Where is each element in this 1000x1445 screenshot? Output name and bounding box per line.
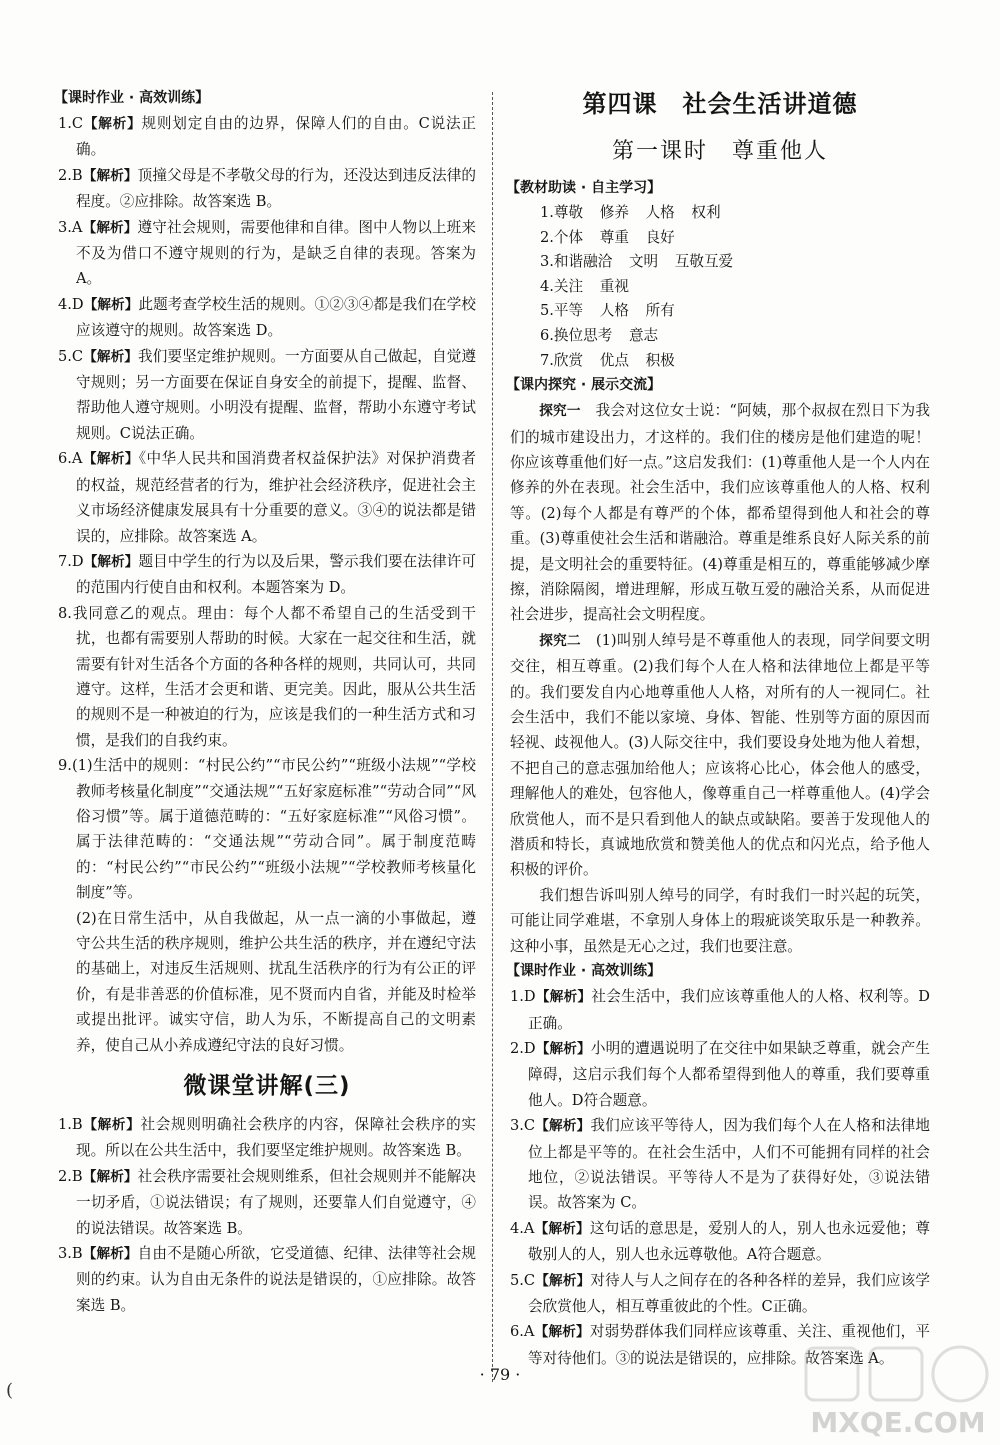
lesson-subtitle: 第一课时 尊重他人	[611, 139, 828, 164]
study-item: 1.尊敬 修养 人格 权利	[540, 204, 721, 221]
answer-item	[58, 1112, 476, 1164]
answer-item	[58, 215, 476, 292]
analysis-tag: 【解析】	[82, 219, 138, 236]
answer-text: 此题考查学校生活的规则。①②③④都是我们在学校应该遵守的规则。故答案选 D。	[76, 295, 476, 340]
answer-text: 社会生活中，我们应该尊重他人的人格、权利等。D正确。	[528, 988, 931, 1032]
analysis-tag: 【解析】	[82, 451, 139, 468]
analysis-tag: 【解析】	[535, 1272, 591, 1289]
study-item: 6.换位思考 意志	[540, 326, 659, 344]
answer-list	[58, 111, 476, 906]
answer-number: 1.B	[58, 1116, 83, 1134]
answer-item	[58, 1164, 476, 1241]
answer-number: 6.A	[510, 1323, 535, 1341]
micro-answer-list	[58, 1112, 476, 1318]
answer-text: 社会秩序需要社会规则维系，但社会规则并不能解决一切矛盾，①说法错误；有了规则，还要靠人们自觉遵守，④的说法错误。故答案选 B。	[76, 1167, 477, 1237]
answer-list	[510, 984, 930, 1371]
answer-text: 社会规则明确社会秩序的内容，保障社会秩序的实现。所以在公共生活中，我们要坚定维护规则。故答案选 B。	[76, 1116, 476, 1160]
explore-header: 【课内探究 · 展示交流】	[506, 377, 662, 394]
column-divider	[492, 92, 493, 1382]
explore-one-text: 我会对这位女士说：“阿姨，那个叔叔在烈日下为我们的城市建设出力，才这样的。我们住的楼房是他们建造的呢！你应该尊重他们好一点。”这启发我们：(1)尊重他人是一个人内在修养的外在表现。社会生活中，我们应该尊重他人的人格、权利等。(2)每个人都是有尊严的个体，都希望得到他人和社会的尊重。(3)尊重使社会生活和谐融洽。尊重是维系良好人际关系的前提，是文明社会的重要特征。(4)尊重是相互的，尊重能够减少摩擦，消除隔阂，增进理解，形成互敬互爱的融洽关系，从而促进社会进步，提高社会文明程度。	[510, 402, 930, 624]
left-column	[54, 86, 477, 1318]
answer-text: 小明的遭遇说明了在交往中如果缺乏尊重，就会产生障碍，这启示我们每个人都希望得到他人的尊重，我们要尊重他人。D符合题意。	[528, 1039, 930, 1109]
study-header: 【教材助读 · 自主学习】	[506, 180, 662, 196]
analysis-tag: 【解析】	[534, 1324, 590, 1341]
answer-number: 2.B	[58, 166, 83, 184]
explore-two-text: (1)叫别人绰号是不尊重他人的表现，同学间要文明交往，相互尊重。(2)我们每个人在人格和法律地位上都是平等的。我们要发自内心地尊重他人人格，对所有的人一视同仁。社会生活中，我们不能以家境、身体、智能、性别等方面的原因而轻视、歧视他人。(3)人际交往中，我们要设身处地为他人着想，不把自己的意志强加给他人；应该将心比心，体会他人的感受，理解他人的难处，包容他人，像尊重自己一样尊重他人。(4)学会欣赏他人，而不是只看到他人的缺点或缺陷。要善于发现他人的潜质和特长，真诚地欣赏和赞美他人的优点和闪光点，给予他人积极的评价。	[510, 631, 930, 879]
analysis-tag: 【解析】	[534, 1220, 590, 1237]
answer-item	[58, 446, 476, 549]
answer-number: 3.A	[58, 218, 83, 236]
answer-item	[58, 163, 476, 215]
answer-number: 7.D	[58, 552, 84, 570]
answer-item	[510, 1113, 930, 1216]
answer-item	[58, 1241, 476, 1318]
answer-text: 对待人与人之间存在的各种各样的差异，我们应该学会欣赏他人，相互尊重彼此的个性。C正确。	[528, 1271, 930, 1315]
answer-number: 2.D	[510, 1039, 536, 1057]
study-item: 2.个体 尊重 良好	[540, 228, 675, 246]
answer-item	[58, 753, 476, 905]
answer-text: (1)生活中的规则：“村民公约”“市民公约”“班级小法规”“学校教师考核量化制度”“交通法规”“五好家庭标准”“劳动合同”“风俗习惯”等。属于道德范畴的：“五好家庭标准”“风俗习惯”。属于法律范畴的：“交通法规”“劳动合同”。属于制度范畴的：“村民公约”“市民公约”“班级小法规”“学校教师考核量化制度”等。	[71, 757, 476, 902]
answer-item	[510, 984, 930, 1036]
explore-three: 我们想告诉叫别人绰号的同学，有时我们一时兴起的玩笑，可能让同学难堪，不拿别人身体上的瑕疵谈笑取乐是一种教养。这种小事，虽然是无心之过，我们也要注意。	[510, 886, 930, 955]
answer-number: 5.C	[58, 347, 84, 365]
answer-text: 我们要坚定维护规则。一方面要从自己做起，自觉遵守规则；另一方面要在保证自身安全的前提下，提醒、监督、帮助他人遵守规则。小明没有提醒、监督，帮助小东遵守考试规则。C说法正确。	[76, 347, 476, 442]
analysis-tag: 【解析】	[535, 989, 592, 1006]
answer-number: 1.D	[510, 988, 536, 1006]
answer-number: 2.B	[58, 1167, 83, 1185]
answer-text: 我们应该平等待人，因为我们每个人在人格和法律地位上都是平等的。在社会生活中，人们不可能拥有同样的社会地位，②说法错误。平等待人不是为了获得好处，③说法错误。故答案为 C。	[528, 1117, 930, 1212]
answer-item	[58, 549, 476, 601]
right-column	[506, 86, 931, 1371]
lesson-title: 第四课 社会生活讲道德	[582, 90, 858, 118]
answer-text: 顶撞父母是不孝敬父母的行为，还没达到违反法律的程度。②应排除。故答案选 B。	[76, 166, 477, 211]
explore-two-label: 探究二	[539, 632, 581, 649]
homework-header: 【课时作业 · 高效训练】	[506, 963, 662, 980]
analysis-tag: 【解析】	[83, 296, 139, 313]
answer-text: 这句话的意思是，爱别人的人，别人也永远爱他；尊敬别人的人，别人也永远尊敬他。A符合题意。	[528, 1219, 930, 1264]
answer-item	[58, 292, 476, 344]
explore-two	[510, 628, 930, 883]
answer-text: 我同意乙的观点。理由：每个人都不希望自己的生活受到干扰，也都有需要别人帮助的时候。大家在一起交往和生活，就需要有针对生活各个方面的各种各样的规则，共同认可，共同遵守。这样，生活才会更和谐、更完美。因此，服从公共生活的规则不是一种被迫的行为，应该是我们的一种生活方式和习惯，是我们的自我约束。	[71, 604, 476, 749]
analysis-tag: 【解析】	[82, 1246, 138, 1263]
analysis-tag: 【解析】	[535, 1040, 591, 1057]
answer-text: 《中华人民共和国消费者权益保护法》对保护消费者的权益，规范经营者的行为，维护社会经济秩序，促进社会主义市场经济健康发展具有十分重要的意义。③④的说法都是错误的，应排除。故答案选 A。	[76, 450, 476, 545]
answer-number: 5.C	[510, 1271, 536, 1289]
explore-one	[510, 398, 930, 628]
answer-text: 对弱势群体我们同样应该尊重、关注、重视他们，平等对待他们。③的说法是错误的，应排除。故答案选 A。	[528, 1323, 930, 1367]
answer-number: 6.A	[58, 450, 83, 468]
answer-item	[58, 601, 476, 753]
answer-number: 4.A	[510, 1219, 535, 1237]
analysis-tag: 【解析】	[82, 1117, 141, 1134]
answer-number: 1.C	[58, 115, 84, 132]
answer-text: 自由不是随心所欲，它受道德、纪律、法律等社会规则的约束。认为自由无条件的说法是错误的，①应排除。故答案选 B。	[76, 1245, 477, 1314]
study-item: 4.关注 重视	[540, 277, 629, 295]
explore-one-label: 探究一	[539, 403, 581, 420]
answer-text: 遵守社会规则，需要他律和自律。图中人物以上班来不及为借口不遵守规则的行为，是缺乏自律的表现。答案为 A。	[76, 218, 476, 288]
study-item: 7.欣赏 优点 积极	[540, 351, 675, 369]
answer-item	[58, 111, 476, 163]
analysis-tag: 【解析】	[83, 116, 142, 132]
watermark-logo	[798, 1340, 998, 1445]
analysis-tag: 【解析】	[82, 167, 138, 184]
answer-text: 题目中学生的行为以及后果，警示我们要在法律许可的范围内行使自由和权利。本题答案为 D。	[76, 552, 476, 597]
svg-text:MXQE.COM: MXQE.COM	[810, 1406, 986, 1439]
study-list	[510, 201, 930, 373]
answer-9-part-2: (2)在日常生活中，从自我做起，从一点一滴的小事做起，遵守公共生活的秩序规则，维护公共生活的秩序，并在遵纪守法的基础上，对违反生活规则、扰乱生活秩序的行为有公正的评价，有是非善恶的价值标准，见不贤而内自省，并能及时检举或提出批评。诚实守信，助人为乐，不断提高自己的文明素养，使自己从小养成遵纪守法的良好习惯。	[76, 909, 476, 1054]
answer-number: 8.	[58, 604, 72, 622]
study-item: 5.平等 人格 所有	[540, 302, 675, 320]
analysis-tag: 【解析】	[83, 553, 139, 570]
answer-number: 3.C	[510, 1117, 536, 1135]
answer-item	[510, 1036, 930, 1113]
answer-text: 规则划定自由的边界，保障人们的自由。C说法正确。	[76, 115, 477, 159]
answer-number: 3.B	[58, 1245, 83, 1263]
section-header: 【课时作业 · 高效训练】	[54, 90, 210, 106]
answer-item	[58, 344, 476, 447]
margin-mark: (	[6, 1380, 14, 1401]
micro-lesson-title: 微课堂讲解(三)	[183, 1073, 351, 1100]
page-number: · 79 ·	[479, 1365, 521, 1384]
answer-number: 4.D	[58, 295, 84, 313]
answer-number: 9.	[58, 757, 72, 775]
analysis-tag: 【解析】	[82, 1168, 138, 1185]
answer-item	[510, 1216, 930, 1268]
analysis-tag: 【解析】	[535, 1118, 591, 1135]
study-item: 3.和谐融洽 文明 互敬互爱	[540, 253, 734, 271]
analysis-tag: 【解析】	[83, 348, 138, 365]
answer-item	[510, 1268, 930, 1320]
